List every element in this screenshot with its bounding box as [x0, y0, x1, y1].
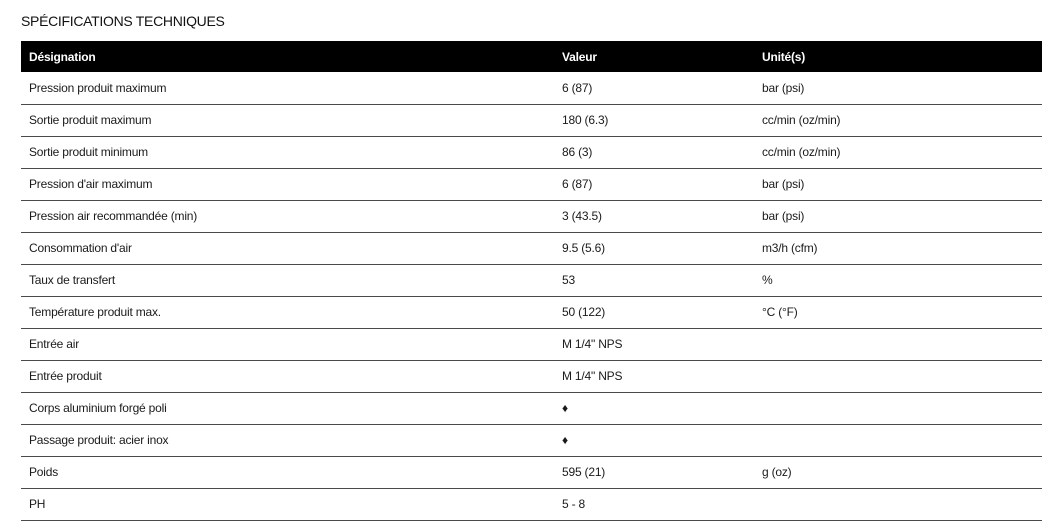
row-valeur: ♦: [562, 433, 568, 447]
row-unite: °C (°F): [762, 305, 798, 319]
row-designation: Poids: [29, 465, 59, 479]
row-designation: Sortie produit maximum: [29, 113, 152, 127]
row-designation: Pression air recommandée (min): [29, 209, 198, 223]
row-unite: [754, 328, 1042, 360]
row-designation: Pression d'air maximum: [29, 177, 153, 191]
row-valeur: M 1/4" NPS: [562, 369, 623, 383]
row-designation: Corps aluminium forgé poli: [29, 401, 167, 415]
header-valeur: Valeur: [562, 49, 597, 64]
row-unite: %: [762, 273, 773, 287]
row-valeur: ♦: [562, 401, 568, 415]
row-designation: Taux de transfert: [29, 273, 115, 287]
table-row: [21, 200, 1042, 232]
row-designation: Entrée produit: [29, 369, 102, 383]
table-row: [21, 456, 1042, 488]
table-row: [21, 136, 1042, 168]
row-unite: [754, 488, 1042, 520]
row-valeur: 86 (3): [562, 145, 593, 159]
row-unite: cc/min (oz/min): [762, 113, 841, 127]
row-unite: bar (psi): [762, 80, 805, 95]
table-row: [21, 328, 1042, 360]
row-valeur: 180 (6.3): [562, 113, 609, 127]
row-designation: Pression produit maximum: [29, 80, 167, 95]
row-unite: [754, 360, 1042, 392]
row-valeur: M 1/4" NPS: [562, 337, 623, 351]
row-unite: [754, 424, 1042, 456]
table-row: [21, 264, 1042, 296]
row-designation: Entrée air: [29, 337, 80, 351]
table-header-row: [21, 41, 1042, 72]
row-designation: Sortie produit minimum: [29, 145, 148, 159]
table-row: [21, 104, 1042, 136]
row-designation: PH: [29, 497, 46, 511]
row-unite: cc/min (oz/min): [762, 145, 841, 159]
row-valeur: 595 (21): [562, 465, 606, 479]
row-valeur: 5 - 8: [562, 497, 586, 511]
table-row: [21, 168, 1042, 200]
specifications-table: [21, 41, 1042, 521]
table-row: [21, 296, 1042, 328]
header-unites: Unité(s): [762, 49, 806, 64]
table-row: [21, 392, 1042, 424]
table-row: [21, 72, 1042, 104]
row-unite: m3/h (cfm): [762, 241, 818, 255]
row-unite: bar (psi): [762, 209, 805, 223]
row-valeur: 6 (87): [562, 80, 593, 95]
row-valeur: 53: [562, 273, 575, 287]
row-unite: [754, 392, 1042, 424]
table-row: [21, 488, 1042, 520]
row-valeur: 3 (43.5): [562, 209, 602, 223]
row-unite: bar (psi): [762, 177, 805, 191]
row-valeur: 6 (87): [562, 177, 593, 191]
table-row: [21, 424, 1042, 456]
row-unite: g (oz): [762, 465, 792, 479]
table-row: [21, 232, 1042, 264]
table-row: [21, 360, 1042, 392]
row-designation: Température produit max.: [29, 305, 161, 319]
row-designation: Consommation d'air: [29, 241, 132, 255]
header-designation: Désignation: [29, 49, 96, 64]
row-valeur: 9.5 (5.6): [562, 241, 605, 255]
row-designation: Passage produit: acier inox: [29, 433, 169, 447]
section-title: SPÉCIFICATIONS TECHNIQUES: [21, 13, 225, 29]
row-valeur: 50 (122): [562, 305, 606, 319]
